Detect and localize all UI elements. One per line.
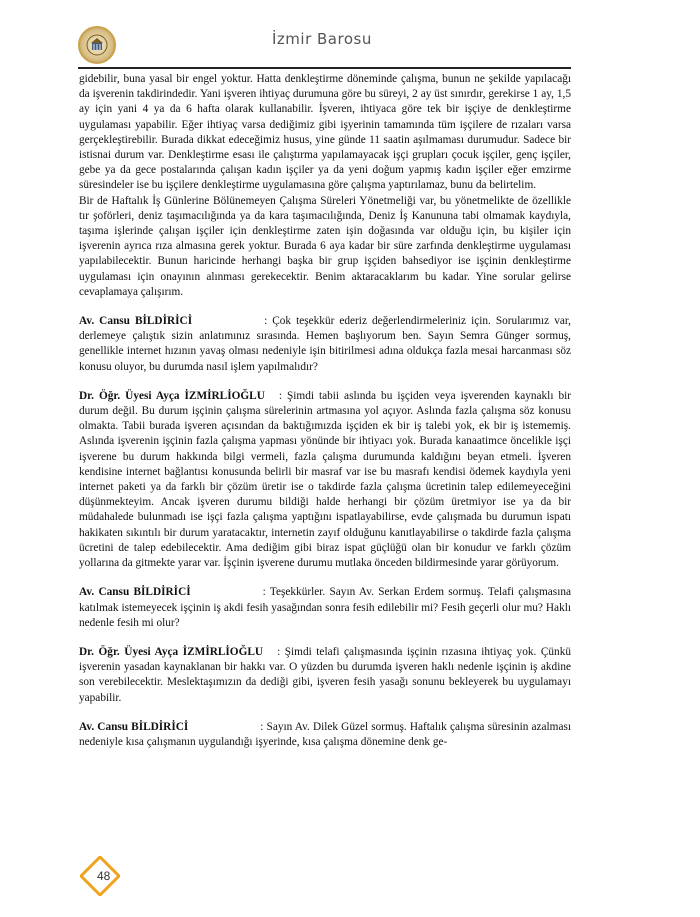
header-title: İzmir Barosu (272, 30, 372, 48)
dialogue-entry (79, 389, 571, 571)
dialogue-text: : Şimdi tabii aslında bu işçiden veya işverenden kaynaklı bir durum değil. Bu durum işçinin çalışma sürelerinin artmasına yol açıyor. Aslında fazla çalışma söz konusu olmakta. Tabii burada işveren açısından da baktığımızda işçiden ek bir iş talebi yok, ek bir iş istememiş. Aslında işverenin işçinin fazla çalışma yapması yönünde bir ihtiyacı yok. Burada kanaatimce öncelikle işçi işverene bu durum hakkında bilgi vermeli, fazla çalışma durumunda kaldığını beyan etmeli. İşveren kendisine internet bağlantısı konusunda belirli bir masraf var ise bu masrafı kendisi ödemek kaydıyla yeni internet paketi ya da farklı bir çözüm üretir ise o takdirde fazla çalışma ücretinin talep edilemeyeceğini düşünmekteyim. Ancak işveren durumu bildiği halde herhangi bir çözüm üretmiyor ise ya da bir müdahalede bulunmadı ise işçi fazla çalışma yaptığını ispatlayabilirse, evde çalışmada bu durumun ispatı hakikaten sıkıntılı bir durum yaratacaktır, internetin zayıf olduğunu kanıtlayabilirse o takdirde fazla çalışma ücretini de talep edebilecektir. Ama dediğim gibi biraz ispat güçlüğü olan bir konudur ve farklı çözüm yollarına da gitmekte yarar var. İşçinin işverene durumu mutlaka önceden bildirmesinde yarar görüyorum. (79, 389, 571, 570)
speaker-name: Dr. Öğr. Üyesi Ayça İZMİRLİOĞLU (79, 389, 265, 402)
page-header (78, 26, 578, 66)
speaker-name: Av. Cansu BİLDİRİCİ (79, 720, 189, 733)
dialogue-entry (79, 314, 571, 375)
dialogue-text: : Şimdi telafi çalışmasında işçinin rızasına ihtiyaç yok. Çünkü işverenin yasadan kaynaklanan bir hakkı var. O yüzden bu durumda işveren haklı nedenle işçinin iş akdine son verebilecektir. Meslektaşımızın da dediği gibi, işveren fesih yasağı sonunu bekleyerek bu uygulamayı yapabilir. (79, 645, 571, 704)
body-paragraph: Bir de Haftalık İş Günlerine Bölünemeyen Çalışma Süreleri Yönetmeliği var, bu yönetmelikte de özellikle tır şoförleri, deniz taşımacılığında ya da kara taşımacılığında, Deniz İş Kanununa tabi olmamak kaydıyla, taşıma işlerinde çalışan işçiler için denkleştirme zaten işin doğasında var olduğu için, bu kişiler için işverenin ayrıca rıza almasına gerek yoktur. Burada 6 aya kadar bir süre zarfında denkleştirme uygulaması yapılabilecektir. Bunun haricinde herhangi başka bir grup işçiden bahsediyor ise işçinin denkleştirme uygulaması için onayının alınması gerekecektir. Benim aktaracaklarım bu kadar. Yine sorular gelirse cevaplamaya çalışırım. (79, 194, 571, 298)
page-body (79, 72, 571, 750)
dialogue-text: : Sayın Av. Dilek Güzel sormuş. Haftalık çalışma süresinin azalması nedeniyle kısa çalışmanın uygulandığı işyerinde, kısa çalışma dönemine denk ge- (79, 720, 571, 748)
dialogue-entry (79, 720, 571, 750)
speaker-name: Av. Cansu BİLDİRİCİ (79, 586, 191, 599)
body-paragraph: gidebilir, buna yasal bir engel yoktur. Hatta denkleştirme döneminde çalışma, bunun ne şekilde yapılacağı da işverenin takdirindedir. Yani işveren ihtiyaç durumuna göre bu süreyi, 2 ay üst sınırdır, gerekirse 1 ay, 1,5 ay için yani 4 ya da 6 hafta olarak kullanabilir. İşveren, ihtiyaca göre tek bir işçiye de denkleştirme uygulaması yapabilir. Eğer ihtiyaç varsa dediğimiz gibi işyerinin tamamında tüm işçilere de rızaları varsa gerçekleştirebilir. Burada dikkat edeceğimiz husus, yine günde 11 saatin aşılmaması durumudur. Sadece bir istisnai durum var. Denkleştirme esası ile çalıştırma yapılamayacak işçi grupları çocuk işçiler, genç işçiler, gebe ya da gece postalarında çalışan kadın işçiler ya da yeni doğum yapmış kadın işçiler eğer emzirme süresindeler ise bu işçilere denkleştirme uygulamasına göre çalışma yaptırılamaz, bunu da belirtelim. (79, 73, 571, 192)
dialogue-entry (79, 645, 571, 706)
bar-association-seal-icon (78, 26, 116, 64)
dialogue-text: : Teşekkürler. Sayın Av. Serkan Erdem sormuş. Telafi çalışmasına katılmak istemeyecek işçinin iş akdi fesih yasağından sonra fesih edilebilir mi? Fesih geçerli olur mu? Haklı nedenle fesih mi olur? (79, 586, 571, 629)
dialogue-text: : Çok teşekkür ederiz değerlendirmeleriniz için. Sorularımız var, derlemeye çalıştık sizin anlatımınız sırasında. Hemen başlıyorum ben. Sayın Semra Günger sormuş, genellikle internet hızının yavaş olması nedeniyle işin bitirilmesi adına oldukça fazla mesai harcanması söz konusu oluyor, bu durumda nasıl işlem yapılmalıdır? (79, 315, 571, 373)
dialogue-entry (79, 585, 571, 631)
speaker-name: Dr. Öğr. Üyesi Ayça İZMİRLİOĞLU (79, 645, 264, 658)
page-number: 48 (97, 869, 111, 883)
header-divider (78, 67, 571, 69)
speaker-name: Av. Cansu BİLDİRİCİ (79, 315, 193, 328)
